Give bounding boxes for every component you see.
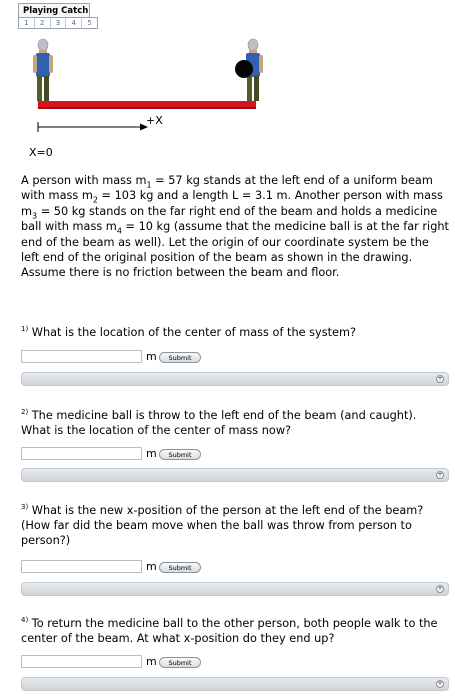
page-navigator <box>18 17 98 29</box>
answer-input-2[interactable] <box>21 447 142 460</box>
left-person-figure <box>33 39 53 101</box>
unit-label-2: m <box>146 447 157 460</box>
answer-input-3[interactable] <box>21 560 142 573</box>
title-tab: Playing Catch <box>18 3 90 17</box>
answer-input-1[interactable] <box>21 350 142 363</box>
submit-button-2[interactable]: Submit <box>159 449 201 460</box>
question-1: $^{1)}$ What is the location of the center of mass of the system? <box>21 325 356 339</box>
origin-label: X=0 <box>29 146 53 159</box>
submit-button-3[interactable]: Submit <box>159 562 201 573</box>
question-4: $^{4)}$ To return the medicine ball to the other person, both people walk to the center of the beam. At what x-position do they end up? <box>21 616 438 645</box>
page-link-1[interactable]: 1 <box>19 18 35 28</box>
question-3: $^{3)}$ What is the new x-position of the person at the left end of the beam? (How far did the beam move when the ball was throw from person to person?) <box>21 503 424 547</box>
expand-bar-3[interactable] <box>21 582 449 596</box>
expand-icon[interactable]: + <box>437 471 443 478</box>
expand-icon[interactable]: + <box>437 585 443 592</box>
problem-diagram <box>0 32 455 162</box>
expand-bar-4[interactable] <box>21 677 449 691</box>
unit-label-4: m <box>146 655 157 668</box>
question-2: $^{2)}$ The medicine ball is throw to the left end of the beam (and caught). What is the location of the center of mass now? <box>21 408 417 437</box>
unit-label-3: m <box>146 560 157 573</box>
page-link-5[interactable]: 5 <box>87 19 92 27</box>
expand-bar-2[interactable] <box>21 468 449 482</box>
beam <box>38 101 256 109</box>
unit-label-1: m <box>146 350 157 363</box>
x-axis-arrow <box>38 122 148 132</box>
answer-input-4[interactable] <box>21 655 142 668</box>
page-link-2[interactable]: 2 <box>35 18 51 28</box>
submit-button-1[interactable]: Submit <box>159 352 201 363</box>
submit-button-4[interactable]: Submit <box>159 657 201 668</box>
expand-icon[interactable]: + <box>437 375 443 382</box>
page-link-3[interactable]: 3 <box>51 18 67 28</box>
expand-icon[interactable]: + <box>437 680 443 687</box>
expand-bar-1[interactable] <box>21 372 449 386</box>
problem-statement: A person with mass $m_1 = 57$ kg stands at the left end of a uniform beam with mass $m_2 = 103$ kg and a length L = 3.1 m. Another person with mass $m_3 = 50$ kg stands on the far right end of the beam and holds a medicine ball with mass $m_4 = 10$ kg (assume that the medicine ball is at the far right end of the beam as well). Let the origin of our coordinate system be the left end of the original position of the beam as shown in the drawing. Assume there is no friction between the beam and floor. <box>21 174 449 280</box>
axis-label: +X <box>146 114 163 127</box>
medicine-ball <box>235 60 253 78</box>
page-link-4[interactable]: 4 <box>66 18 82 28</box>
